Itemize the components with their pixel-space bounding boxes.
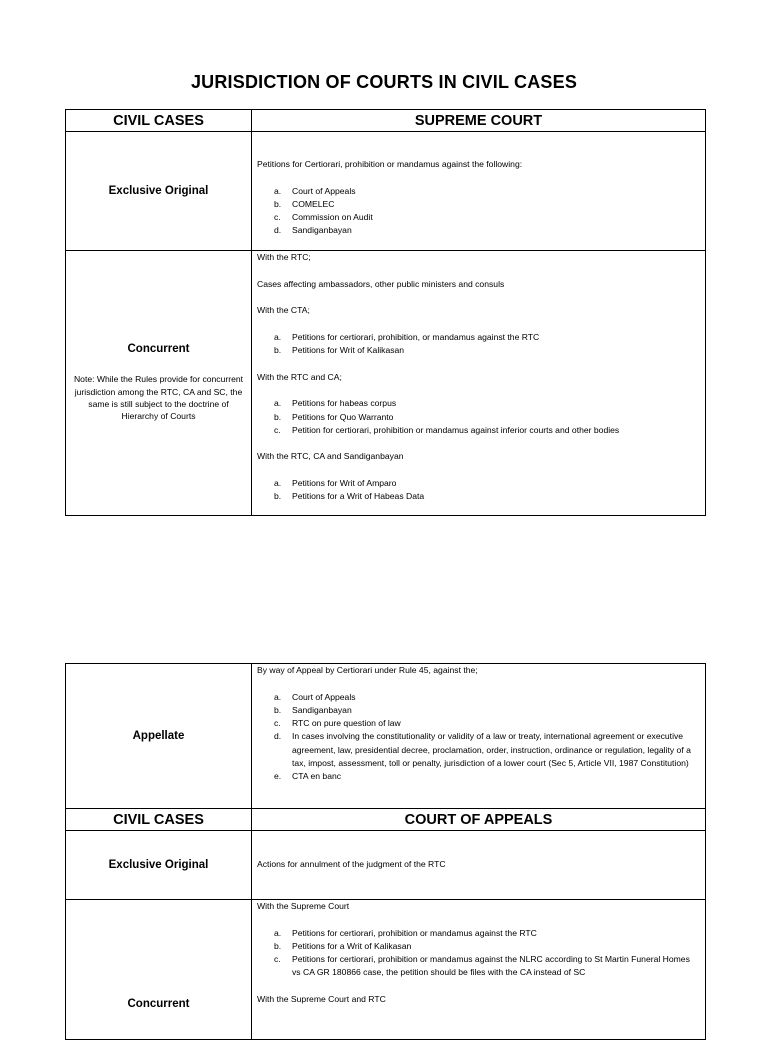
ca-concurrent-label-cell [66,900,252,1040]
list-item: b. Petitions for a Writ of Habeas Data [274,491,425,502]
hierarchy-note: Note: While the Rules provide for concurrent jurisdiction among the RTC, CA and SC, the same is still subject to the doctrine of Hierarchy of Courts [73,374,244,422]
list-item: b. Petitions for Quo Warranto [274,411,394,422]
exclusive-original-content [252,132,706,251]
ca-exclusive-original-label: Exclusive Original [66,831,252,900]
list-item: a. Petitions for certiorari, prohibition, or mandamus against the RTC [274,331,540,342]
ca-concurrent-label: Concurrent [127,998,190,1010]
list-item: d. In cases involving the constitutionality or validity of a law or treaty, international agreement or executive agreement, law, presidential decree, proclamation, order, instruction, ordinance or regulation, legality of a tax, impost, assessment, toll or penalty, jurisdiction of a lower court (Sec 5, Article VII, 1987 Constitution) [274,731,691,769]
list-item: a. Petitions for certiorari, prohibition or mandamus against the RTC [274,927,537,938]
with-rtc-ca-sandiganbayan: With the RTC, CA and Sandiganbayan [257,451,404,462]
with-cta: With the CTA; [257,305,310,316]
list-item: d. Sandiganbayan [274,225,352,236]
list-item: a. Court of Appeals [274,185,356,196]
with-supreme-court: With the Supreme Court [257,901,350,911]
rtc-ca-list [257,397,700,437]
ca-exclusive-row [66,831,706,900]
rtc-ca-sb-list [257,477,700,504]
ca-sc-list [257,927,700,980]
ca-exclusive-text: Actions for annulment of the judgment of the RTC [257,859,446,870]
list-item: c. Petitions for certiorari, prohibition or mandamus against the NLRC according to St Martin Funeral Homes vs CA GR 180866 case, the petition should be files with the CA instead of SC [274,954,690,978]
exclusive-original-label: Exclusive Original [66,132,252,251]
appellate-and-ca-table [65,663,706,1040]
supreme-court-table [65,109,706,516]
court-of-appeals-header: COURT OF APPEALS [252,809,706,831]
list-item: b. Sandiganbayan [274,704,352,715]
list-item: e. CTA en banc [274,771,342,782]
concurrent-label: Concurrent [127,343,190,356]
appellate-label: Appellate [66,664,252,809]
concurrent-content [252,251,706,516]
with-rtc: With the RTC; [257,252,311,262]
concurrent-row [66,251,706,516]
appellate-intro: By way of Appeal by Certiorari under Rule 45, against the; [257,665,478,675]
list-item: a. Petitions for habeas corpus [274,398,397,409]
with-supreme-court-and-rtc: With the Supreme Court and RTC [257,994,386,1005]
list-item: b. Petitions for Writ of Kalikasan [274,345,405,356]
ca-concurrent-content [252,900,706,1040]
ca-exclusive-content [252,831,706,900]
list-item: c. Commission on Audit [274,212,373,223]
list-item: a. Petitions for Writ of Amparo [274,478,397,489]
exclusive-intro: Petitions for Certiorari, prohibition or mandamus against the following: [257,159,523,169]
list-item: a. Court of Appeals [274,691,356,702]
table-header-row [66,110,706,132]
cta-list [257,331,700,358]
list-item: c. Petition for certiorari, prohibition or mandamus against inferior courts and other bodies [274,424,620,435]
rtc-text: Cases affecting ambassadors, other public ministers and consuls [257,278,505,289]
concurrent-label-cell [66,251,252,516]
civil-cases-header: CIVIL CASES [66,809,252,831]
appellate-content [252,664,706,809]
list-item: b. Petitions for a Writ of Kalikasan [274,940,412,951]
civil-cases-header: CIVIL CASES [66,110,252,132]
supreme-court-header: SUPREME COURT [252,110,706,132]
ca-header-row [66,809,706,831]
appellate-row [66,664,706,809]
list-item: b. COMELEC [274,198,335,209]
appellate-list [257,691,700,784]
ca-concurrent-row [66,900,706,1040]
exclusive-list [257,185,700,238]
list-item: c. RTC on pure question of law [274,718,401,729]
with-rtc-ca: With the RTC and CA; [257,371,342,382]
document-title: JURISDICTION OF COURTS IN CIVIL CASES [190,72,578,92]
exclusive-original-row [66,132,706,251]
